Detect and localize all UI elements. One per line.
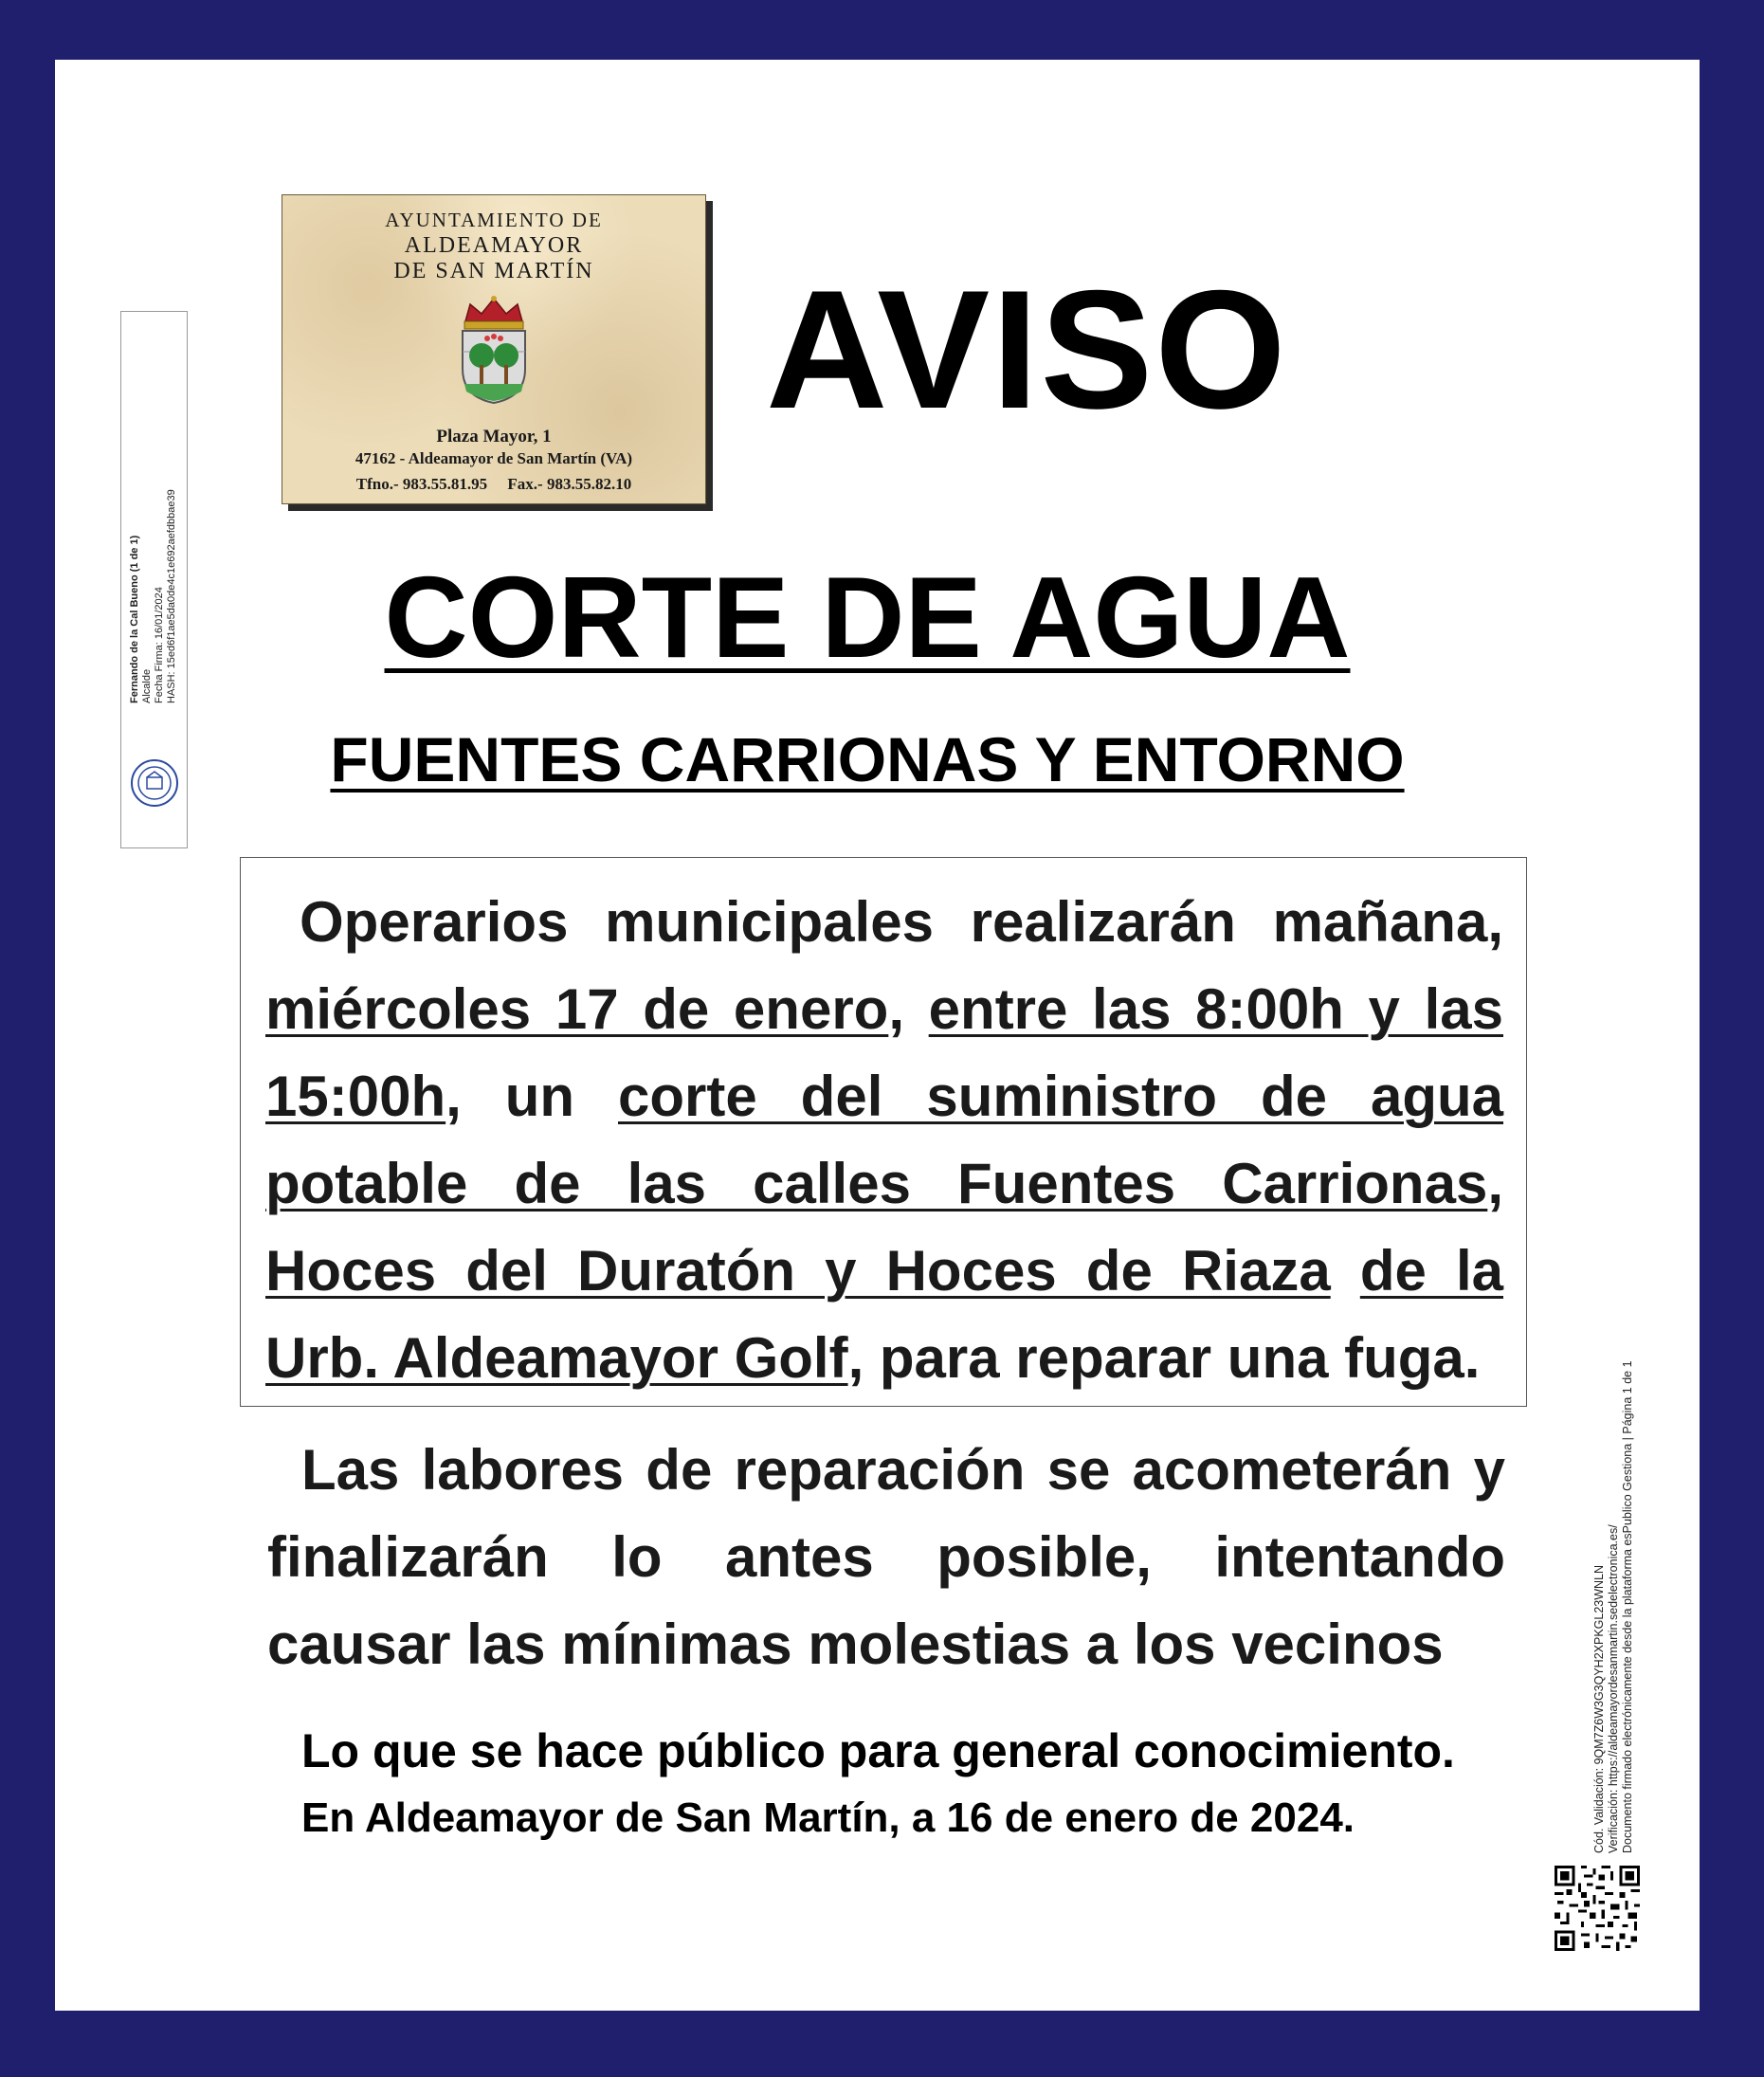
time-underlined: entre las 8:00h y las 15:00h <box>265 977 1503 1128</box>
text-run: , un <box>446 1065 618 1128</box>
streets-underlined-2: Hoces del Duratón y Hoces de Riaza <box>265 1239 1331 1303</box>
notice-title: AVISO <box>766 255 1288 444</box>
text-run: , <box>1487 1152 1503 1215</box>
logo-phones: Tfno.- 983.55.81.95 Fax.- 983.55.82.10 <box>355 475 632 493</box>
date-underlined: miércoles 17 de enero <box>265 977 889 1041</box>
public-notice-line: Lo que se hace público para general conocimiento. <box>301 1724 1455 1777</box>
notice-main-box <box>240 857 1527 1407</box>
place-date-line: En Aldeamayor de San Martín, a 16 de enero de 2024. <box>301 1795 1355 1841</box>
logo-address: Plaza Mayor, 1 <box>436 427 552 446</box>
repair-paragraph: Las labores de reparación se acometerán y finalizarán lo antes posible, intentando causar las mínimas molestias a los vecinos <box>267 1438 1505 1676</box>
signer-role: Alcalde <box>141 668 153 703</box>
qr-code-icon <box>1555 1866 1640 1951</box>
signature-text <box>129 362 178 703</box>
validation-code: Cód. Validación: 9QM7Z6W3G3QYH2XPKGL23WNLN <box>1592 1564 1606 1853</box>
notice-main-paragraph <box>265 879 1503 1402</box>
validation-text <box>1592 1266 1640 1853</box>
urbanization-underlined: de la Urb. Aldeamayor Golf <box>265 1239 1503 1390</box>
validation-platform: Documento firmado electrónicamente desde la plataforma esPublico Gestiona | Página 1 de 1 <box>1621 1360 1634 1853</box>
coat-of-arms-icon <box>451 293 536 407</box>
validation-url: Verificación: https://aldeamayordesanmartin.sedelectronica.es/ <box>1607 1524 1620 1853</box>
notice-subheadline: FUENTES CARRIONAS Y ENTORNO <box>330 724 1405 794</box>
text-run: , <box>888 977 929 1041</box>
logo-line-2: ALDEAMAYOR <box>404 233 584 258</box>
signature-hash: HASH: 15ed6f1ae5da0de4c1e692aefdbbae39 <box>166 489 177 703</box>
town-hall-logo <box>282 194 706 504</box>
seal-icon <box>129 757 180 809</box>
logo-city: 47162 - Aldeamayor de San Martín (VA) <box>355 449 633 467</box>
text-run: Operarios municipales realizarán mañana, <box>300 890 1503 954</box>
signer-name: Fernando de la Cal Bueno (1 de 1) <box>129 535 140 703</box>
notice-headline: CORTE DE AGUA <box>384 553 1351 682</box>
signature-strip <box>120 311 188 848</box>
logo-line-1: AYUNTAMIENTO DE <box>385 209 603 231</box>
signature-date: Fecha Firma: 16/01/2024 <box>154 587 165 703</box>
logo-line-3: DE SAN MARTÍN <box>393 259 594 283</box>
text-run: , para reparar una fuga. <box>847 1326 1481 1390</box>
streets-underlined: corte del suministro de agua potable de las calles Fuentes Carrionas <box>265 1065 1504 1215</box>
text-run <box>1331 1239 1360 1303</box>
